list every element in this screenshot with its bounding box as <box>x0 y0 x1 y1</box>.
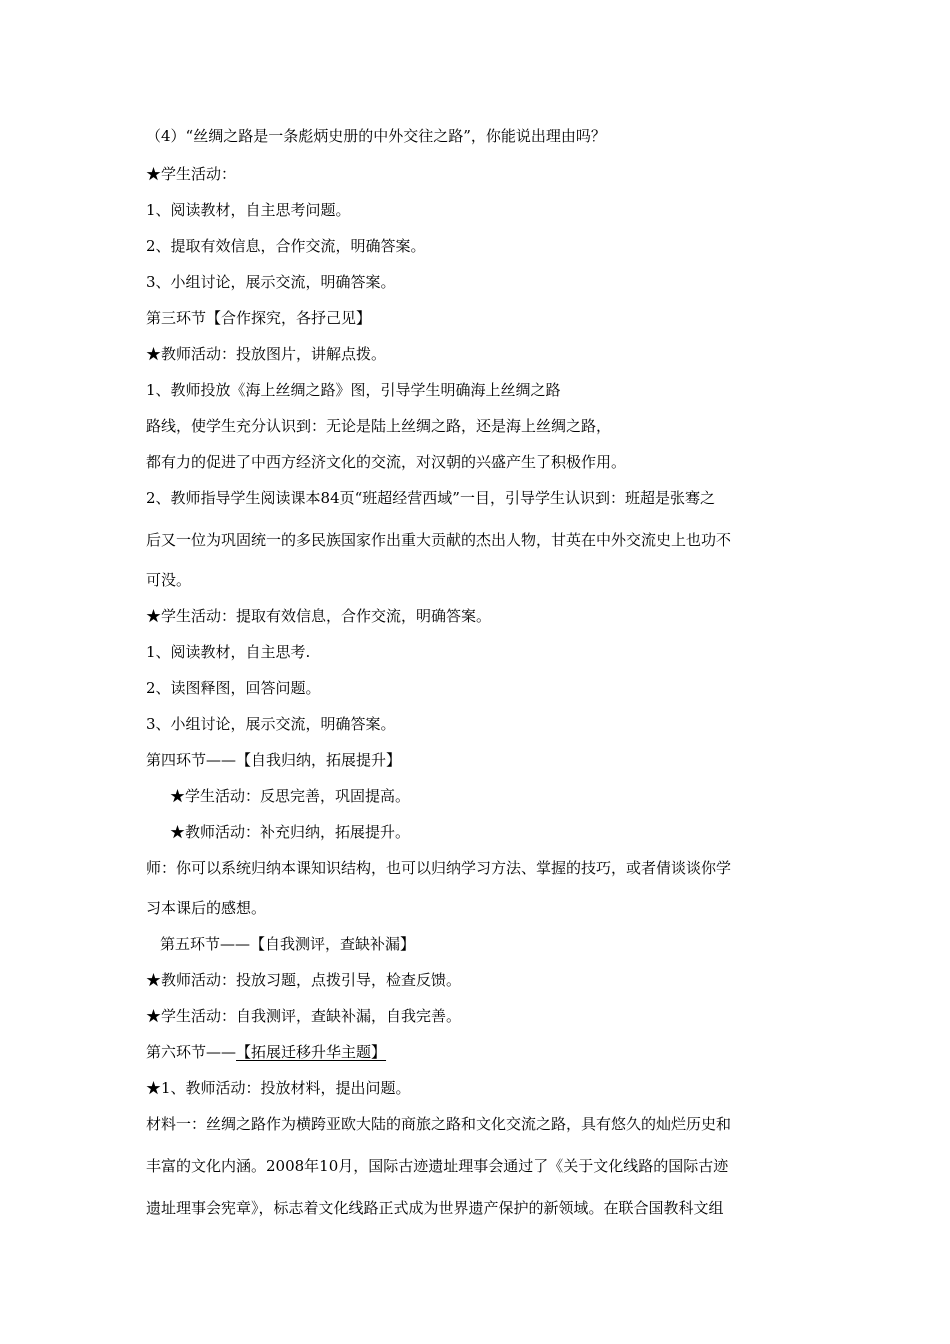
paragraph-line: 丰富的文化内涵。2008年10月，国际古迹遗址理事会通过了《关于文化线路的国际古迹 <box>146 1157 729 1175</box>
section-6-title: 【拓展迁移升华主题】 <box>236 1043 387 1061</box>
paragraph-line: 后又一位为巩固统一的多民族国家作出重大贡献的杰出人物，甘英在中外交流史上也功不 <box>146 531 732 549</box>
paragraph-line: 路线，使学生充分认识到：无论是陆上丝绸之路，还是海上丝绸之路， <box>146 417 612 435</box>
teacher-activity-heading: ★教师活动：投放习题，点拨引导，检查反馈。 <box>146 971 462 989</box>
section-3-heading: 第三环节【合作探究，各抒己见】 <box>146 309 372 327</box>
list-item: 3、小组讨论，展示交流，明确答案。 <box>146 715 396 733</box>
paragraph-line: 1、教师投放《海上丝绸之路》图，引导学生明确海上丝绸之路 <box>146 381 561 399</box>
section-6-prefix: 第六环节—— <box>146 1043 237 1061</box>
student-activity-heading: ★学生活动：提取有效信息，合作交流，明确答案。 <box>146 607 492 625</box>
student-activity-heading: ★学生活动：反思完善，巩固提高。 <box>170 787 411 805</box>
paragraph-line: 遗址理事会宪章》，标志着文化线路正式成为世界遗产保护的新领域。在联合国教科文组 <box>146 1199 724 1217</box>
list-item: 1、阅读教材，自主思考问题。 <box>146 201 351 219</box>
section-4-heading: 第四环节——【自我归纳，拓展提升】 <box>146 751 402 769</box>
paragraph-line: 习本课后的感想。 <box>146 899 267 917</box>
paragraph-line: 都有力的促进了中西方经济文化的交流，对汉朝的兴盛产生了积极作用。 <box>146 453 627 471</box>
paragraph-line: 2、教师指导学生阅读课本84页“班超经营西域”一目，引导学生认识到：班超是张骞之 <box>146 489 715 507</box>
list-item: 1、阅读教材，自主思考. <box>146 643 311 661</box>
question-4: （4）“丝绸之路是一条彪炳史册的中外交往之路”，你能说出理由吗？ <box>146 127 606 145</box>
section-6-heading <box>146 1042 816 1062</box>
student-activity-heading: ★学生活动：自我测评，查缺补漏，自我完善。 <box>146 1007 462 1025</box>
list-item: 3、小组讨论，展示交流，明确答案。 <box>146 273 396 291</box>
list-item: 2、读图释图，回答问题。 <box>146 679 321 697</box>
section-5-heading: 第五环节——【自我测评，查缺补漏】 <box>160 935 416 953</box>
paragraph-line: 师：你可以系统归纳本课知识结构，也可以归纳学习方法、掌握的技巧，或者倩谈谈你学 <box>146 859 732 877</box>
teacher-activity-heading: ★教师活动：投放图片，讲解点拨。 <box>146 345 387 363</box>
list-item: 2、提取有效信息，合作交流，明确答案。 <box>146 237 426 255</box>
student-activity-heading: ★学生活动： <box>146 165 237 183</box>
paragraph-line: 可没。 <box>146 571 192 589</box>
teacher-activity-heading: ★教师活动：补充归纳，拓展提升。 <box>170 823 411 841</box>
paragraph-line: 材料一：丝绸之路作为横跨亚欧大陆的商旅之路和文化交流之路，具有悠久的灿烂历史和 <box>146 1115 732 1133</box>
teacher-activity-heading: ★1、教师活动：投放材料，提出问题。 <box>146 1079 411 1097</box>
